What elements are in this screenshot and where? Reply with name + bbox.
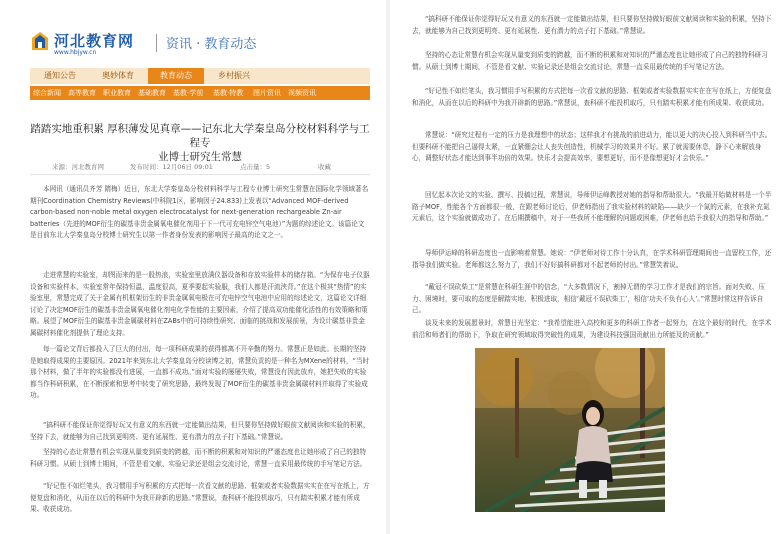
subnav-item-photo[interactable]: 图片资讯 xyxy=(253,89,281,97)
main-nav xyxy=(30,68,370,84)
subnav-item-basic[interactable]: 基础教育 xyxy=(138,89,166,97)
subnav-item-special[interactable]: 基教·特教 xyxy=(213,89,244,97)
right-paragraph-6: 导师伊运峰的科研态度也一直影响着常慧。她说：“伊老师对待工作十分认真，在学术科研管理期间也一直留校工作，还指导我们做实验。老师都这么努力了，我们不好好搞科研都对不起老师的付出。”常慧笑着说。 xyxy=(412,249,772,269)
logo-icon xyxy=(30,30,50,52)
right-paragraph-5: 回忆起本次论文的实验、撰写、投稿过程，常慧说，导师伊运峰教授对她的指导和帮助很大。“我最开始做材料是一个半路子MOF，性能各个方面都很一般，在跟老师讨论后，伊老师指出了我实验材料的缺陷——缺少一个氮的元素，在我补充氮元素后，这个实验就做成功了。在后期撰稿中，对于一些我所不能理解的问题或困难，伊老师也给予我很大的指导和帮助。” xyxy=(412,191,772,222)
header-divider xyxy=(156,34,157,52)
student-photo xyxy=(475,348,665,512)
meta-date: 发布时间：12月06日 09:01 xyxy=(130,163,213,171)
article-meta xyxy=(30,162,370,175)
right-paragraph-3: “好记性不如烂笔头，我习惯用手写积累的方式把每一次看文献的思路、框架或者实验数据实实在在写在纸上，方便复盘和消化，从而在以后的科研中为我开辟新的思路。”常慧说，查科研不能投机取巧，只有踏实积累才能有所成果、收获成功。 xyxy=(412,87,772,107)
right-paragraph-7: “戴冠不误砍柴工”是常慧在科研生涯中的信念，“大多数情况下，割掉无谓的学习工作才是我们的宗旨。面对失败、压力、困境时，要可取的态度是解踏实地、积极进取，相信‘戴冠不误砍柴工’，相信‘功夫不负有心人’。”常慧时常这样告诉自己。 xyxy=(412,283,765,314)
left-paragraph-4: “搞科研不能保证你觉得好玩又有意义的东西就一定能做出结果，但只要你坚持做好眼前文献阅读和实验的积累，坚持下去，就能够为自己找到更明亮、更有延展性、更有潜力的点子打下基础。”常慧说。 xyxy=(30,421,370,441)
right-paragraph-8: 谈及未来的发展愿景时，常慧日光坚定：“我希望能进入高校和更多的科研工作者一起努力，在这个最好的时代，在学术前沿和师者们的帮助下，争取在研究领域取得突破性的成果，为建设科技强国贡献出力所能及的贡献。” xyxy=(412,319,772,339)
left-paragraph-2: 走进常慧的实验室，却图而来的是一股热浪，实验室里放满仪器设备和存放实验样本的储存箱。“为保存电子仪器设备和实验样本，实验室常年保持恒温，温度很高，夏季要起实验服，我们人都是汗流浃背。”在这个极其“热情”的实验室里，常慧完成了关于金属有机框架衍生的非贵金属氧电极在可充电锌空气电池中应用的综述论文，这篇论文详细讨论了决定MOF衍生的碳基非贵金属氧电催化剂电化学性能的主要因素，介绍了提高双功能催化活性的有效策略和策略。展望了MOF衍生的碳基非贵金属碳材料在ZABs中的可持续性研究、面临的挑战和发展前景，为设计碳基非贵金属碳材料催化剂提供了理论支持。 xyxy=(30,271,370,337)
subnav-item-vocational[interactable]: 职业教育 xyxy=(103,89,131,97)
right-paragraph-4: 常慧说：“研究过程有一定的压力是我理想中的状态；这样我才有挑战的前进动力，能以更大的决心投入到科研当中去。但要科研不能把自己逼得太紧，一直紧绷会让人丧失创造性，机械学习的效果并不好。累了就需要休息，静下心来解放身心，调整好状态才能达到事半功倍的效果。快乐才会提高效率，要想更好，而不是像想更好才会快乐。” xyxy=(412,131,772,162)
left-paragraph-3: 每一篇论文背后都投入了巨大的付出，每一项科研成果的获得都离不开辛勤的努力。常慧正是如此。长期的坚持是她取得成果的主要原因。2021年来到东北大学秦皇岛分校读博之初，常慧负责的是一种名为MXene的材料，“当时那个材料，做了半年的实验都没有进展，一直都不成功。”面对实验的屡屡失败，常慧没有因此放弃，她把失败的实验都当作科研积累，在不断探索和思考中转变了研究思路，最终发现了MOF衍生的碳基非贵金属碳材料并取得了实验成功。 xyxy=(30,345,370,399)
tab-sports[interactable]: 奥妙体育 xyxy=(102,71,134,80)
left-paragraph-6: “好记性不如烂笔头，我习惯用手写积累的方式把每一次看文献的思路、框架或者实验数据实实在在写在纸上，方便复盘和消化，从而在以后的科研中为我开辟新的思路。”常慧说，查科研不能投机取巧，只有踏实积累才能有所成果、收获成功。 xyxy=(30,482,370,513)
article-title-line1: 踏踏实地重积累 厚积薄发见真章——记东北大学秦皇岛分校材料科学与工程专 xyxy=(30,123,370,149)
tab-rural[interactable]: 乡村振兴 xyxy=(218,71,250,80)
section-title: 资讯 · 教育动态 xyxy=(166,37,257,52)
meta-collect[interactable]: 收藏 xyxy=(318,163,331,171)
right-paragraph-1: “搞科研不能保证你觉得好玩又有意义的东西就一定能做出结果，但只要你坚持做好眼前文献阅读和实验的积累，坚持下去，就能够为自己找到更明亮、更有延展性、更有潜力的点子打下基础。”常慧说。 xyxy=(412,15,772,35)
left-page xyxy=(0,0,384,534)
logo-url: www.hbjyw.cn xyxy=(54,49,97,56)
sub-nav xyxy=(30,86,370,100)
tab-notice[interactable]: 通知公告 xyxy=(44,71,76,80)
right-paragraph-2: 坚持的心态让常慧有机会实现从量变到质变的跨越，而不断的积累和对知识的严谨态度也让她形成了自己的独特科研习惯。从硕士到博士期间，不管是看文献、实验记录还是组会交流讨论，常慧一直采用最传统的手写笔记方法。 xyxy=(412,51,768,71)
subnav-item-higher-ed[interactable]: 高等教育 xyxy=(68,89,96,97)
subnav-item-preschool[interactable]: 基教·学前 xyxy=(173,89,204,97)
article-title xyxy=(30,122,370,164)
article-title-line2: 业博士研究生常慧 xyxy=(158,151,242,163)
tab-education-news[interactable]: 教育动态 xyxy=(148,68,204,84)
meta-views: 点击量：5 xyxy=(240,163,271,171)
left-paragraph-1: 本网讯（通讯员齐芳 隋梅）近日，东北大学秦皇岛分校材料科学与工程专业博士研究生常慧在国际化学领域著名期刊Coordination Chemistry Reviews(中科院1区，影响因子24.833)上发表以“Advanced MOF-derived carbon-based non-noble metal oxygen electrocatalyst for next-generation rechargeable Zn-air batteries（先进的MOF衍生的碳基非贵金属氧电催化剂用于下一代可充电锌空气电池）”为题的综述论文。该篇论文是目前东北大学秦皇岛分校博士研究生以第一作者身份发表的影响因子最高的论文之一。 xyxy=(30,185,369,239)
left-paragraph-5: 坚持的心态让常慧有机会实现从量变到质变的跨越，而不断的积累和对知识的严谨态度也让她形成了自己的独特科研习惯。从硕士到博士期间，不管是看文献、实验记录还是组会交流讨论，常慧一直采用最传统的手写笔记方法。 xyxy=(30,448,367,468)
meta-source: 来源：河北教育网 xyxy=(52,163,104,171)
subnav-item-video[interactable]: 视频资讯 xyxy=(288,89,316,97)
subnav-item-general[interactable]: 综合新闻 xyxy=(33,89,61,97)
page-divider xyxy=(386,0,390,534)
site-header xyxy=(30,30,370,66)
logo-text[interactable]: 河北教育网 xyxy=(54,32,135,50)
